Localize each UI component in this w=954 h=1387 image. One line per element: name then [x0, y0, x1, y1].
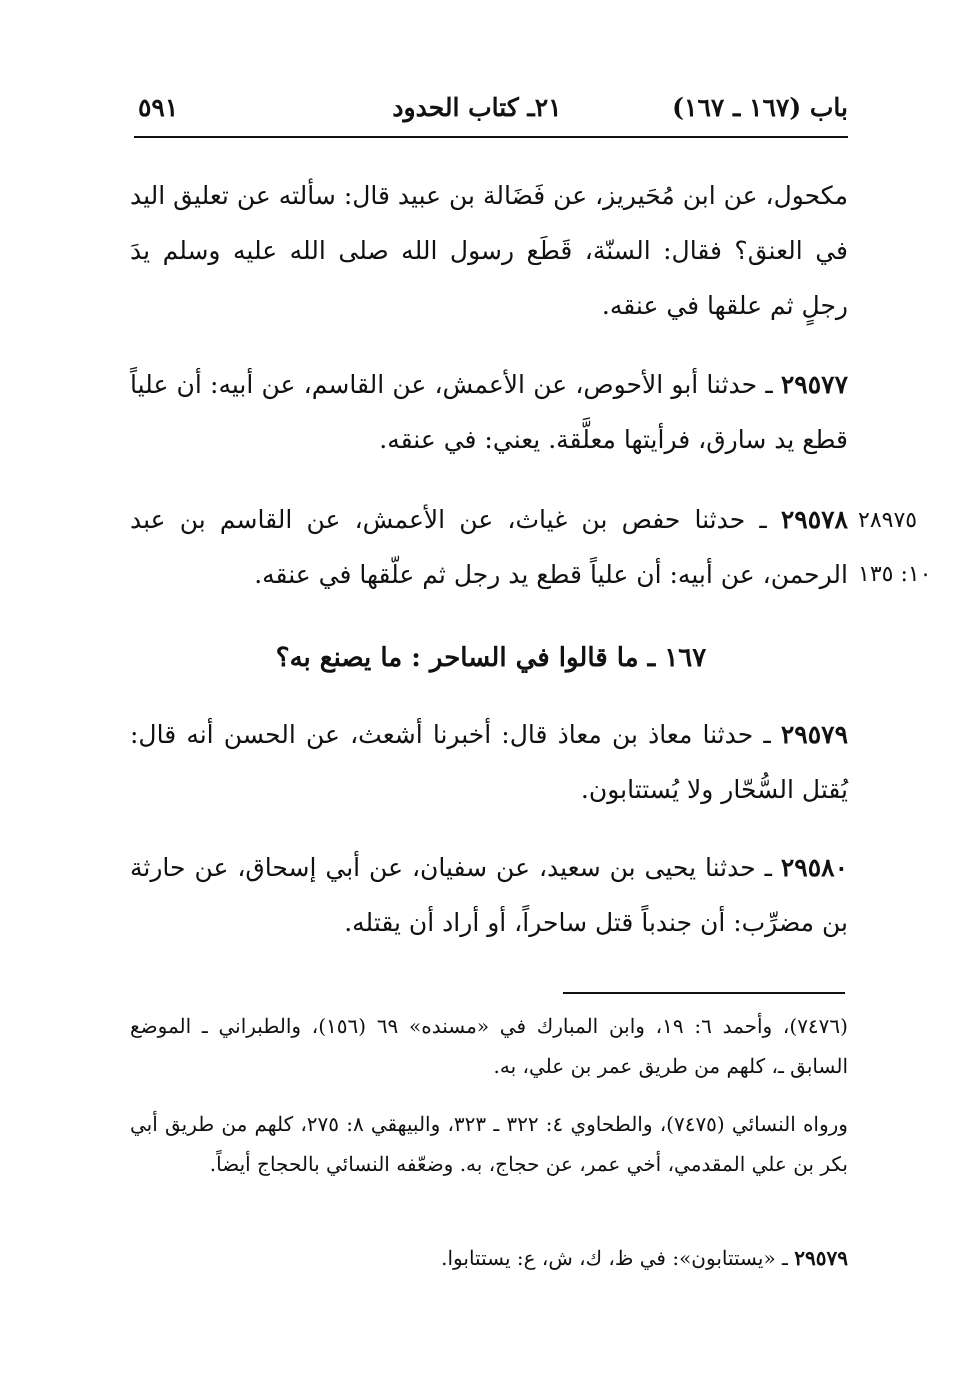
header-divider: [134, 136, 848, 138]
footnote: [130, 1104, 848, 1184]
hadith-text: ـ حدثنا حفص بن غياث، عن الأعمش، عن القاسم بن عبد الرحمن، عن أبيه: أن علياً قطع يد رجل ثم علّقها في عنقه.: [130, 505, 848, 589]
hadith-paragraph: [130, 492, 848, 602]
hadith-number: ٢٩٥٧٩: [780, 720, 848, 749]
footnote-text: (٧٤٧٦)، وأحمد ٦: ١٩، وابن المبارك في «مسنده» ٦٩ (١٥٦)، والطبراني ـ الموضع السابق ـ، كلهم من طريق عمر بن علي، به.: [130, 1014, 848, 1078]
hadith-text: ـ حدثنا يحيى بن سعيد، عن سفيان، عن أبي إسحاق، عن حارثة بن مضرِّب: أن جندباً قتل ساحراً، أو أراد أن يقتله.: [130, 853, 848, 937]
hadith-paragraph: [130, 707, 848, 817]
footnote: [130, 1238, 848, 1278]
footnote-divider: [563, 992, 845, 994]
hadith-paragraph: [130, 840, 848, 950]
footnote-text: ـ «يستتابون»: في ظ، ك، ش، ع: يستتابوا.: [441, 1246, 788, 1270]
hadith-text: ـ حدثنا معاذ بن معاذ قال: أخبرنا أشعث، عن الحسن أنه قال: يُقتل السُّحّار ولا يُستتابون.: [130, 720, 848, 804]
book-title-header: ٢١ـ كتاب الحدود: [392, 93, 562, 122]
page-number: ٥٩١: [138, 93, 179, 122]
footnote: [130, 1006, 848, 1086]
hadith-paragraph: [130, 357, 848, 467]
hadith-paragraph: [130, 168, 848, 333]
hadith-text: ـ حدثنا أبو الأحوص، عن الأعمش، عن القاسم، عن أبيه: أن علياً قطع يد سارق، فرأيتها معلَّقة. يعني: في عنقه.: [130, 370, 848, 454]
margin-reference: ٢٨٩٧٥: [858, 508, 918, 533]
hadith-number: ٢٩٥٧٧: [780, 370, 848, 399]
margin-reference: ١٠: ١٣٥: [858, 562, 932, 587]
hadith-number: ٢٩٥٨٠: [780, 853, 848, 882]
section-range-header: باب (١٦٧ ـ ١٦٧): [672, 93, 848, 122]
footnote-text: ورواه النسائي (٧٤٧٥)، والطحاوي ٤: ٣٢٢ ـ ٣٢٣، والبيهقي ٨: ٢٧٥، كلهم من طريق أبي بكر بن علي المقدمي، أخي عمر، عن حجاج، به. وضعّفه النسائي بالحجاج أيضاً.: [130, 1112, 848, 1176]
hadith-number: ٢٩٥٧٨: [780, 505, 848, 534]
footnote-number: ٢٩٥٧٩: [794, 1246, 848, 1270]
chapter-heading: ١٦٧ ـ ما قالوا في الساحر : ما يصنع به؟: [275, 643, 707, 673]
hadith-text: مكحول، عن ابن مُحَيريز، عن فَضَالة بن عبيد قال: سألته عن تعليق اليد في العنق؟ فقال: السنّة، قَطَع رسول الله صلى الله عليه وسلم يدَ رجلٍ ثم علقها في عنقه.: [130, 181, 848, 320]
